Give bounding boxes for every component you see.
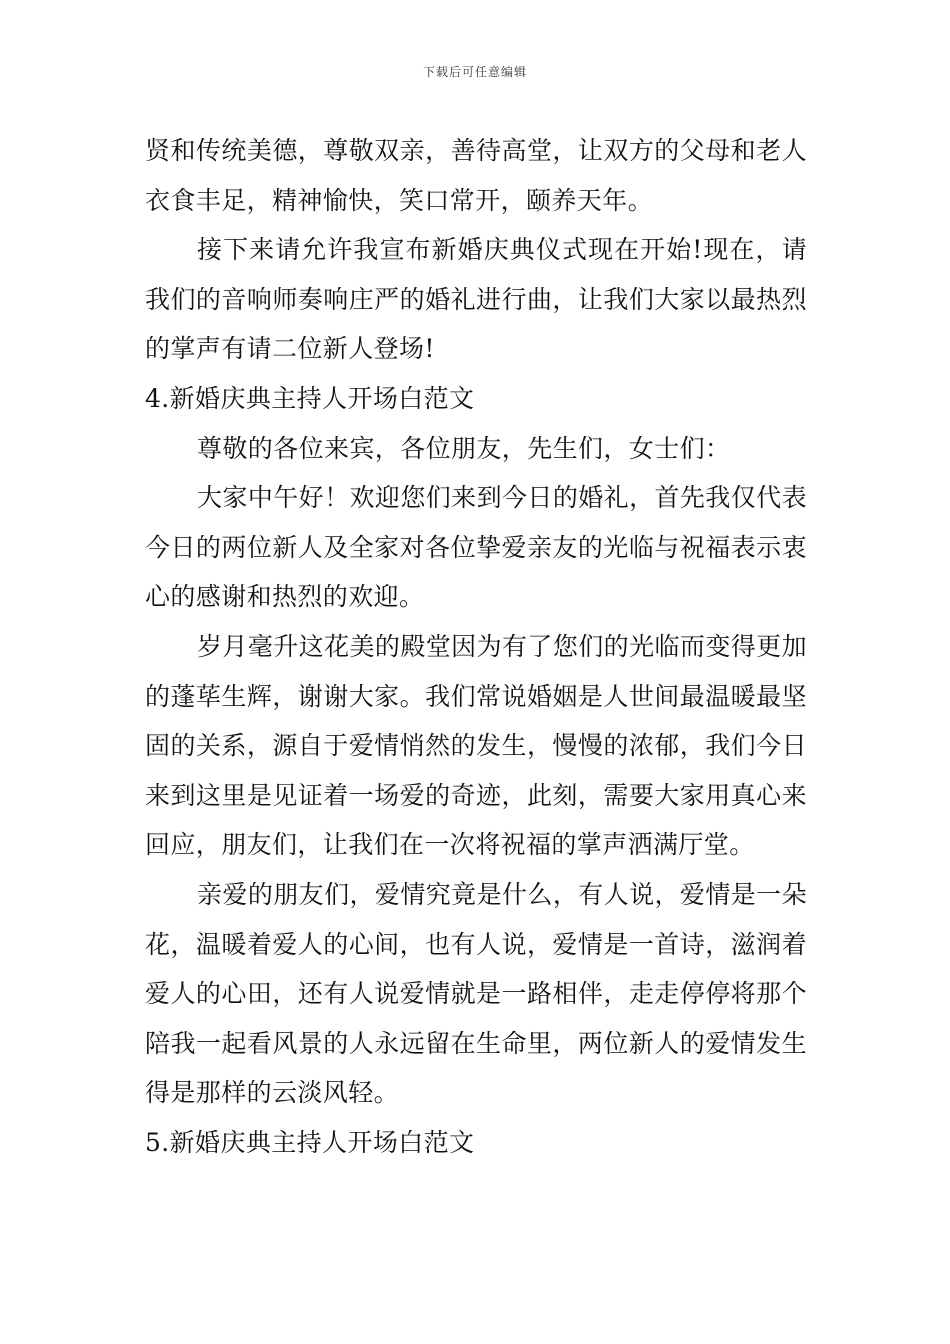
paragraph-2: 接下来请允许我宣布新婚庆典仪式现在开始!现在，请我们的音响师奏响庄严的婚礼进行曲，让我们大家以最热烈的掌声有请二位新人登场!	[145, 235, 807, 364]
page-header: 下载后可任意编辑	[422, 65, 527, 79]
paragraph-greeting: 尊敬的各位来宾，各位朋友，先生们，女士们：	[197, 433, 731, 463]
paragraph-hall: 岁月毫升这花美的殿堂因为有了您们的光临而变得更加的蓬荜生辉，谢谢大家。我们常说婚姻是人世间最温暖最坚固的关系，源自于爱情悄然的发生，慢慢的浓郁，我们今日来到这里是见证着一场爱的奇迹，此刻，需要大家用真心来回应，朋友们，让我们在一次将祝福的掌声洒满厅堂。	[145, 631, 807, 860]
paragraph-love: 亲爱的朋友们，爱情究竟是什么，有人说，爱情是一朵花，温暖着爱人的心间，也有人说，爱情是一首诗，滋润着爱人的心田，还有人说爱情就是一路相伴，走走停停将那个陪我一起看风景的人永远留在生命里，两位新人的爱情发生得是那样的云淡风轻。	[145, 879, 807, 1108]
section-heading-4: 4.新婚庆典主持人开场白范文	[145, 383, 475, 413]
paragraph-welcome: 大家中午好！欢迎您们来到今日的婚礼，首先我仅代表今日的两位新人及全家对各位挚爱亲友的光临与祝福表示衷心的感谢和热烈的欢迎。	[145, 483, 807, 612]
paragraph-1: 贤和传统美德，尊敬双亲，善待高堂，让双方的父母和老人衣食丰足，精神愉快，笑口常开，颐养天年。	[145, 136, 807, 215]
document-body	[145, 126, 807, 1167]
section-heading-5: 5.新婚庆典主持人开场白范文	[145, 1127, 475, 1157]
